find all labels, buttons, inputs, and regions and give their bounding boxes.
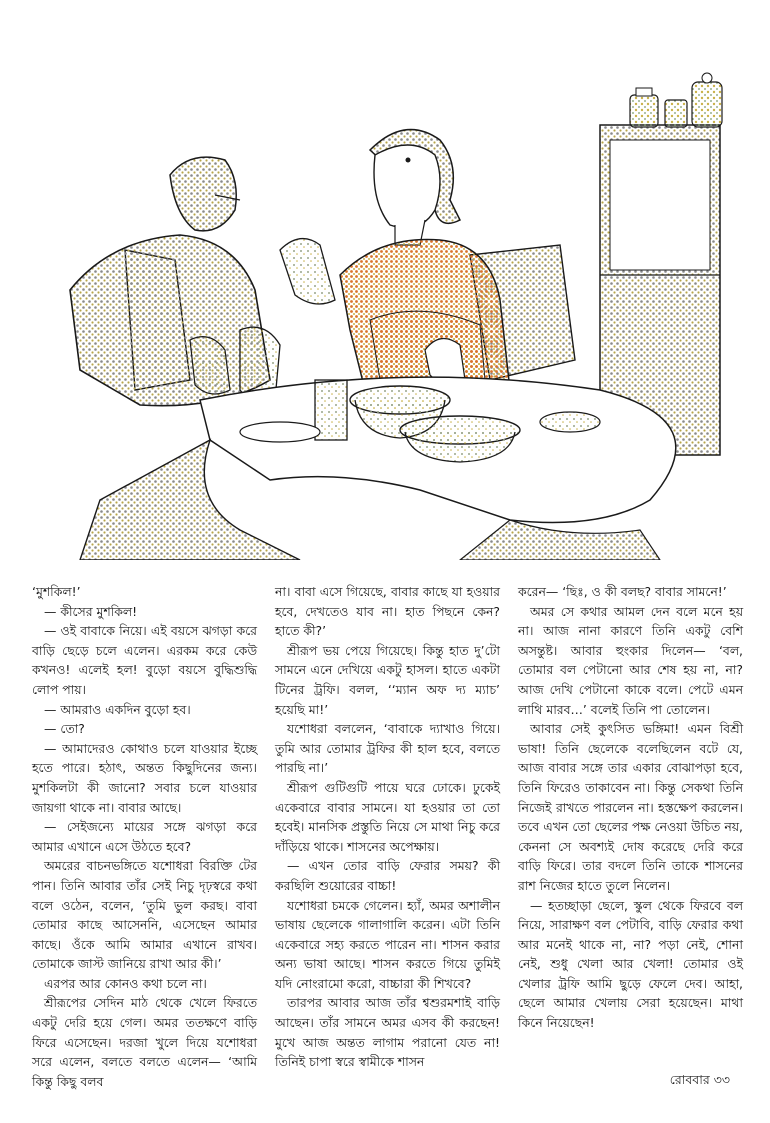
text-column-1 — [32, 582, 257, 1091]
paragraph: — আমরাও একদিন বুড়ো হব। — [44, 701, 191, 717]
paragraph: করেন— ‘ছিঃ, ও কী বলছ? বাবার সামনে!’ — [518, 584, 727, 599]
paragraph: এরপর আর কোনও কথা চলে না। — [44, 975, 207, 991]
paragraph: ‘মুশকিল!’ — [32, 584, 81, 599]
paragraph: — এখন তোর বাড়ি ফেরার সময়? কী করছিলি শুয়োরের বাচ্চা! — [275, 858, 500, 893]
paragraph: অমরের বাচনভঙ্গিতে যশোধরা বিরক্তি টের পান। তিনি আবার তাঁর সেই নিচু দৃঢ়স্বরে কথা বলে ওঠেন, বলেন, ‘তুমি ভুল করছ। বাবা তোমার কাছে আসেননি, এসেছেন আমার কাছে। ওঁকে আমি আমার এখানে রাখব। তোমাকে জাস্ট জানিয়ে রাখা আর কী।’ — [32, 858, 257, 972]
paragraph: যশোধরা বললেন, ‘বাবাকে দ্যাখাও গিয়ে। তুমি আর তোমার ট্রফির কী হাল হবে, বলতে পারছি না।’ — [275, 721, 500, 776]
paragraph: — হতচ্ছাড়া ছেলে, স্কুল থেকে ফিরবে বল নিয়ে, সারাক্ষণ বল পেটাবি, বাড়ি ফেরার কথা আর মনেই থাকে না, না? পড়া নেই, শোনা নেই, শুধু খেলা আর খেলা! তোমার ওই খেলার ট্রফি আমি ছুড়ে ফেলে দেব। আহা, ছেলে আমার খেলায় সেরা হয়েছেন। মাথা কিনে নিয়েছেন! — [518, 897, 743, 1031]
paragraph: — কীসের মুশকিল! — [44, 603, 138, 619]
dinner-table-illustration — [40, 60, 740, 560]
paragraph: শ্রীরূপের সেদিন মাঠ থেকে খেলে ফিরতে একটু দেরি হয়ে গেল। অমর ততক্ষণে বাড়ি ফিরে এসেছেন। দরজা খুলে দিয়ে যশোধরা সরে এলেন, বলতে বলতে এলেন— ‘আমি কিন্তু কিছু বলব — [32, 995, 257, 1089]
man-figure — [70, 157, 280, 406]
paragraph: আবার সেই কুৎসিত ভঙ্গিমা! এমন বিশ্রী ভাষা! তিনি ছেলেকে বলেছিলেন বটে যে, আজ বাবার সঙ্গে তার একার বোঝাপড়া হবে, তিনি ফিরেও তাকাবেন না। কিন্তু সেকথা তিনি নিজেই রাখতে পারলেন না। হস্তক্ষেপ করলেন। তবে এখন তো ছেলের পক্ষ নেওয়া উচিত নয়, কেননা সে অবশ্যই দোষ করেছে দেরি করে বাড়ি ফিরে। তার বদলে তিনি তাকে শাসনের রাশ নিজের হাতে তুলে নিলেন। — [518, 721, 743, 893]
text-column-2 — [275, 582, 500, 1072]
paragraph: তারপর আবার আজ তাঁর শ্বশুরমশাই বাড়ি আছেন। তাঁর সামনে অমর এসব কী করছেন! মুখে আজ অন্তত লাগাম পরানো যেত না! তিনিই চাপা স্বরে স্বামীকে শাসন — [275, 995, 500, 1070]
paragraph: শ্রীরূপ ভয় পেয়ে গিয়েছে। কিন্তু হাত দু’টো সামনে এনে দেখিয়ে একটু হাসল। হাতে একটা টিনের ট্রফি। বলল, ‘‘ম্যান অফ দ্য ম্যাচ’ হয়েছি মা!’ — [275, 642, 500, 717]
jars — [630, 73, 722, 127]
paragraph: শ্রীরূপ গুটিগুটি পায়ে ঘরে ঢোকে। ঢুকেই একেবারে বাবার সামনে। যা হওয়ার তা তো হবেই। মানসিক প্রস্তুতি নিয়ে সে মাথা নিচু করে দাঁড়িয়ে থাকে। শাসনের অপেক্ষায়। — [275, 779, 500, 854]
woman-figure — [280, 130, 510, 413]
paragraph: যশোধরা চমকে গেলেন। হ্যাঁ, অমর অশালীন ভাষায় ছেলেকে গালাগালি করেন। এটা তিনি একেবারে সহ্য করতে পারেন না। শাসন করার অন্য ভাষা আছে। শাসন করতে গিয়ে তুমিই যদি নোংরামো করো, বাচ্চারা কী শিখবে? — [275, 897, 500, 991]
paragraph: — ওই বাবাকে নিয়ে। এই বয়সে ঝগড়া করে বাড়ি ছেড়ে চলে এলেন। এরকম করে কেউ কখনও! এলেই হল! বুড়ো বয়সে বুদ্ধিশুদ্ধি লোপ পায়। — [32, 623, 257, 697]
paragraph: অমর সে কথার আমল দেন বলে মনে হয় না। আজ নানা কারণে তিনি একটু বেশি অসন্তুষ্ট। আবার হুংকার দিলেন— ‘বল, তোমার বল পেটানো আর শেষ হয় না, না? আজ দেখি পেটানো কাকে বলে। পেটে এমন লাথি মারব…’ বলেই তিনি পা তোলেন। — [518, 603, 743, 717]
paragraph: — আমাদেরও কোথাও চলে যাওয়ার ইচ্ছে হতে পারে। হঠাৎ, অন্তত কিছুদিনের জন্য। মুশকিলটা কী জানো? সবার চলে যাওয়ার জায়গা থাকে না। বাবার আছে। — [32, 740, 257, 815]
page-footer: রোববার ৩৩ — [669, 1072, 730, 1087]
paragraph: না। বাবা এসে গিয়েছে, বাবার কাছে যা হওয়ার হবে, দেখতেও যাব না। হাত পিছনে কেন? হাতে কী?’ — [275, 584, 500, 639]
text-column-3 — [518, 582, 743, 1033]
paragraph: — সেইজন্যে মায়ের সঙ্গে ঝগড়া করে আমার এখানে এসে উঠতে হবে? — [32, 819, 257, 854]
paragraph: — তো? — [44, 721, 85, 737]
